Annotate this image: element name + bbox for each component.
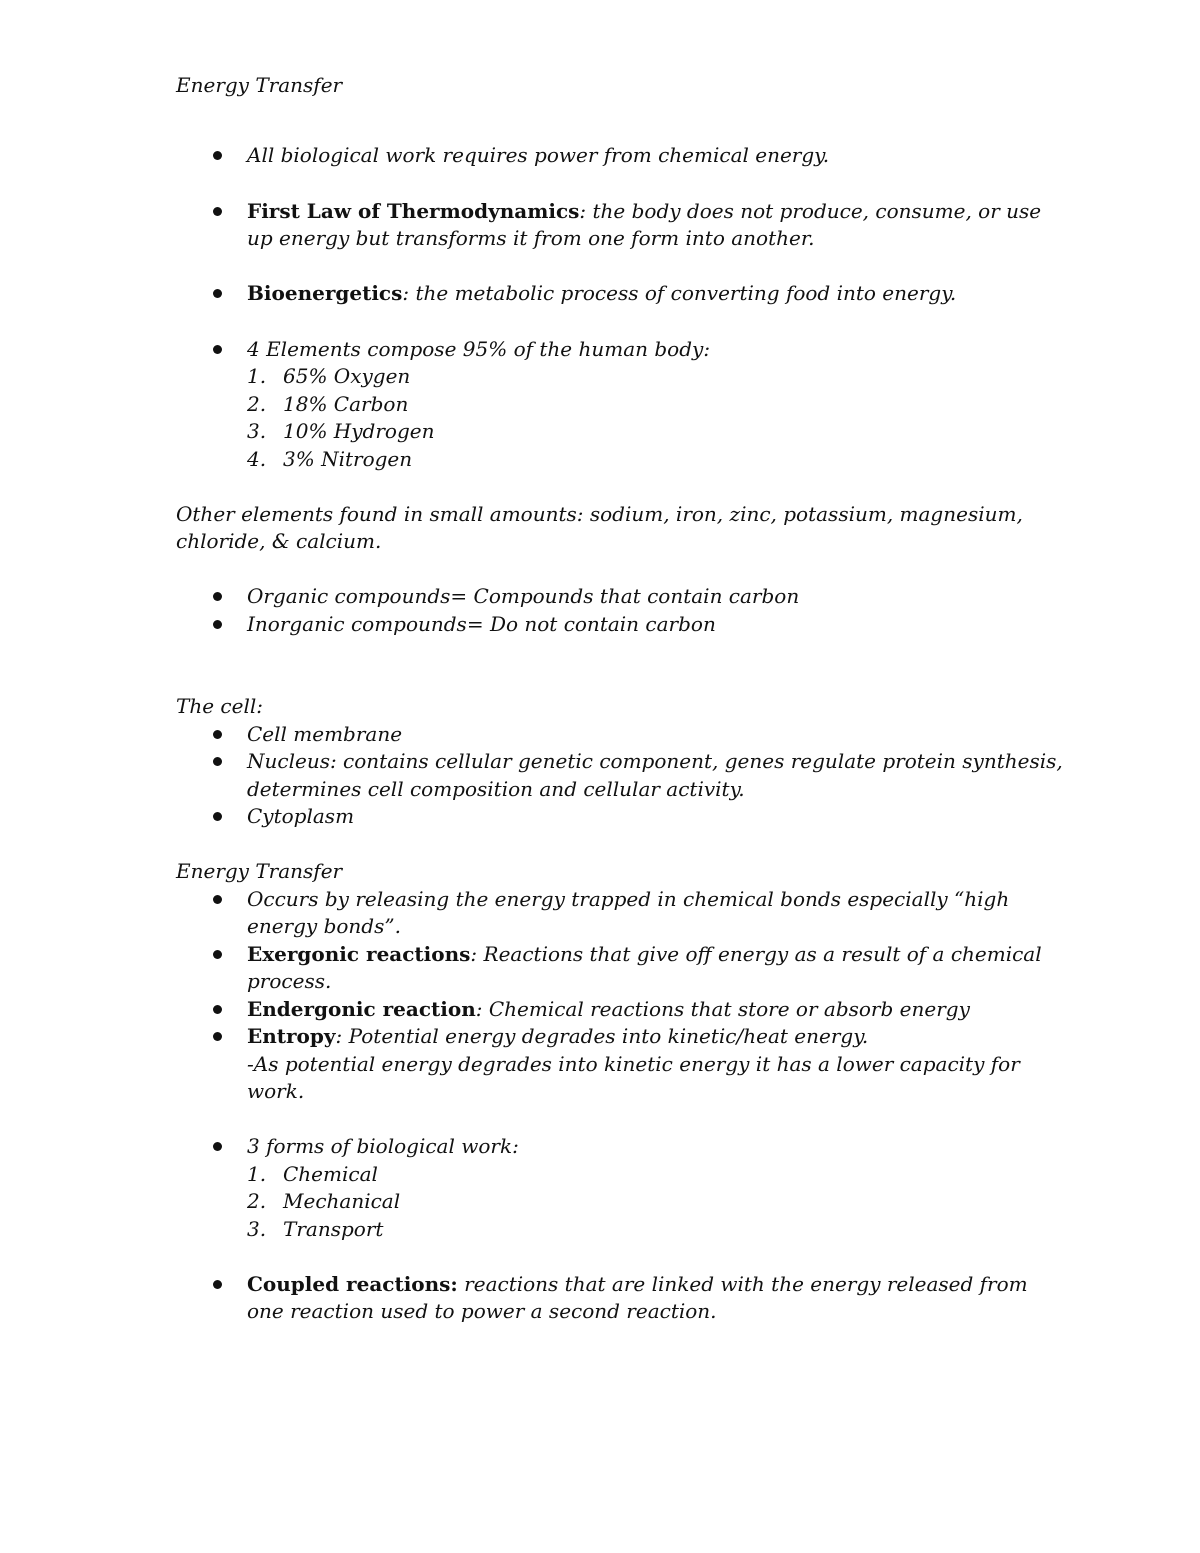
term-exergonic: Exergonic reactions bbox=[247, 942, 471, 966]
term-first-law: First Law of Thermodynamics bbox=[247, 199, 580, 223]
list-number: 1. bbox=[247, 1162, 267, 1186]
bullet-icon bbox=[213, 620, 222, 629]
work-form-item: Mechanical bbox=[283, 1189, 401, 1213]
heading-the-cell: The cell: bbox=[176, 694, 263, 718]
occurs-text-2: energy bonds”. bbox=[247, 914, 401, 938]
element-item: 3% Nitrogen bbox=[283, 447, 413, 471]
element-item: 18% Carbon bbox=[283, 392, 409, 416]
exergonic-text-2: process. bbox=[247, 969, 332, 993]
list-item-all-work: All biological work requires power from chemical energy. bbox=[247, 143, 830, 167]
list-number: 3. bbox=[247, 419, 267, 443]
list-item-first-law bbox=[247, 198, 1041, 225]
bullet-icon bbox=[213, 1005, 222, 1014]
list-item-work-forms: 3 forms of biological work: bbox=[247, 1134, 519, 1158]
bullet-icon bbox=[213, 1032, 222, 1041]
list-item-cell-membrane: Cell membrane bbox=[247, 722, 403, 746]
element-item: 65% Oxygen bbox=[283, 364, 411, 388]
bullet-icon bbox=[213, 730, 222, 739]
list-item-nucleus: Nucleus: contains cellular genetic component, genes regulate protein synthesis, bbox=[247, 749, 1063, 773]
bullet-icon bbox=[213, 289, 222, 298]
entropy-text-3: work. bbox=[247, 1079, 305, 1103]
term-endergonic: Endergonic reaction bbox=[247, 997, 476, 1021]
bullet-icon bbox=[213, 895, 222, 904]
term-entropy: Entropy bbox=[247, 1024, 336, 1048]
exergonic-text-1: : Reactions that give off energy as a result of a chemical bbox=[470, 942, 1042, 966]
other-elements-line-2: chloride, & calcium. bbox=[176, 529, 382, 553]
other-elements-line-1: Other elements found in small amounts: sodium, iron, zinc, potassium, magnesium, bbox=[176, 502, 1023, 526]
bullet-icon bbox=[213, 345, 222, 354]
first-law-text-1: : the body does not produce, consume, or use bbox=[579, 199, 1042, 223]
bioenergetics-text: : the metabolic process of converting food into energy. bbox=[402, 281, 957, 305]
term-bioenergetics: Bioenergetics bbox=[247, 281, 403, 305]
list-item-entropy bbox=[247, 1023, 868, 1050]
list-item-inorganic: Inorganic compounds= Do not contain carbon bbox=[247, 612, 716, 636]
list-number: 2. bbox=[247, 1189, 267, 1213]
work-form-item: Chemical bbox=[283, 1162, 378, 1186]
list-item-endergonic bbox=[247, 996, 970, 1023]
bullet-icon bbox=[213, 207, 222, 216]
bullet-icon bbox=[213, 151, 222, 160]
list-number: 3. bbox=[247, 1217, 267, 1241]
work-form-item: Transport bbox=[283, 1217, 384, 1241]
bullet-icon bbox=[213, 1280, 222, 1289]
bullet-icon bbox=[213, 950, 222, 959]
bullet-icon bbox=[213, 812, 222, 821]
list-item-organic: Organic compounds= Compounds that contain carbon bbox=[247, 584, 800, 608]
list-item-occurs: Occurs by releasing the energy trapped in chemical bonds especially “high bbox=[247, 887, 1010, 911]
list-item-coupled bbox=[247, 1271, 1028, 1298]
list-number: 4. bbox=[247, 447, 267, 471]
nucleus-text-2: determines cell composition and cellular activity. bbox=[247, 777, 745, 801]
list-item-exergonic bbox=[247, 941, 1042, 968]
list-item-elements: 4 Elements compose 95% of the human body: bbox=[247, 337, 711, 361]
heading-energy-transfer: Energy Transfer bbox=[176, 73, 343, 97]
element-item: 10% Hydrogen bbox=[283, 419, 435, 443]
list-number: 2. bbox=[247, 392, 267, 416]
entropy-text: : Potential energy degrades into kinetic/heat energy. bbox=[335, 1024, 869, 1048]
endergonic-text: : Chemical reactions that store or absorb energy bbox=[475, 997, 970, 1021]
bullet-icon bbox=[213, 757, 222, 766]
list-number: 1. bbox=[247, 364, 267, 388]
coupled-text-2: one reaction used to power a second reaction. bbox=[247, 1299, 717, 1323]
coupled-text-1: reactions that are linked with the energy released from bbox=[457, 1272, 1028, 1296]
term-coupled: Coupled reactions: bbox=[247, 1272, 458, 1296]
list-item-cytoplasm: Cytoplasm bbox=[247, 804, 355, 828]
heading-energy-transfer-2: Energy Transfer bbox=[176, 859, 343, 883]
entropy-text-2: -As potential energy degrades into kinetic energy it has a lower capacity for bbox=[247, 1052, 1020, 1076]
bullet-icon bbox=[213, 592, 222, 601]
list-item-bioenergetics bbox=[247, 280, 956, 307]
bullet-icon bbox=[213, 1142, 222, 1151]
first-law-text-2: up energy but transforms it from one form into another. bbox=[247, 226, 815, 250]
